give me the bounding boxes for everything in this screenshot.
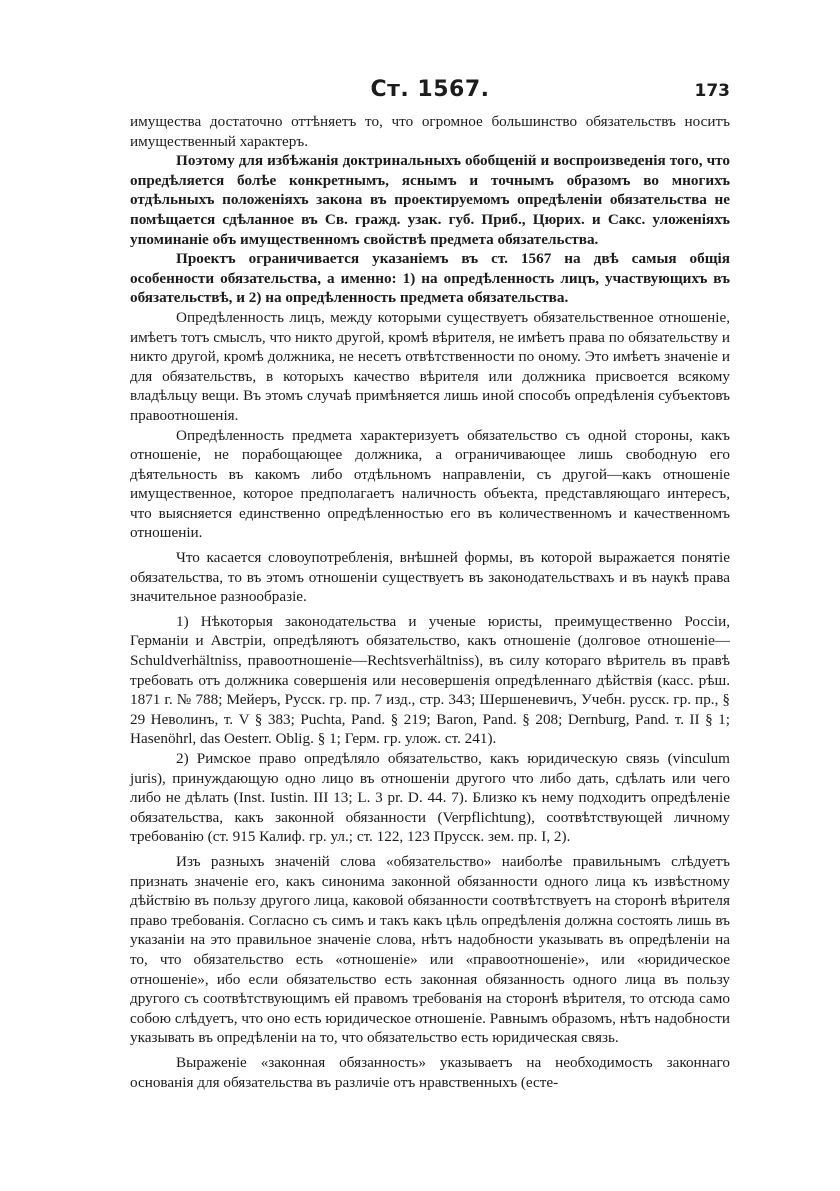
- paragraph-meanings-of-word: Изъ разныхъ значеній слова «обязательство» наиболѣе правильнымъ слѣдуетъ признать значеніе его, какъ синонима законной обязанности одного лица къ извѣстному дѣйствію въ пользу другого лица, каковой обязанности соотвѣтствуетъ на сторонѣ вѣрителя право требованія. Согласно съ симъ и такъ какъ цѣль опредѣленія должна состоять лишь въ указаніи на это правильное значеніе слова, нѣтъ надобности указывать въ опредѣленіи на то, что обязательство есть «отношеніе» или «правоотношеніе», или «юридическое отношеніе», ибо если обязательство есть законная обязанность одного лица въ пользу другого съ соотвѣтствующимъ ей правомъ требованія на сторонѣ вѣрителя, то отсюда само собою слѣдуетъ, что оно есть юридическое отношеніе. Равнымъ образомъ, нѣтъ надобности указывать въ опредѣленіи на то, что обязательство есть юридическая связь.: [130, 852, 730, 1047]
- page-number: 173: [694, 81, 730, 101]
- paragraph-doctrinal-generalizations: Поэтому для избѣжанія доктринальныхъ обобщеній и воспроизведенія того, что опредѣляется болѣе конкретнымъ, яснымъ и точнымъ образомъ во многихъ отдѣльныхъ положеніяхъ закона въ проектируемомъ опредѣленіи обязательства не помѣщается сдѣланное въ Св. гражд. узак. губ. Приб., Цюрих. и Сакс. уложеніяхъ упоминаніе объ имущественномъ свойствѣ предмета обязательства.: [130, 152, 730, 248]
- paragraph-definiteness-of-persons: Опредѣленность лицъ, между которыми существуетъ обязательственное отношеніе, имѣетъ тотъ смыслъ, что никто другой, кромѣ вѣрителя, не имѣетъ права по обязательству и никто другой, кромѣ должника, не несетъ отвѣтственности по оному. Это имѣетъ значеніе и для обязательствъ, в которыхъ качество вѣрителя или должника присвоется всякому владѣльцу вещи. Въ этомъ случаѣ примѣняется лишь иной способъ опредѣленія субъектовъ правоотношенія.: [130, 308, 730, 424]
- paragraph-definiteness-of-object: Опредѣленность предмета характеризуетъ обязательство съ одной стороны, какъ отношеніе, не порабощающее должника, а ограничивающее лишь свободную его дѣятельность въ какомъ либо отдѣльномъ направленіи, съ другой—какъ отношеніе имущественное, которое предполагаетъ наличность объекта, представляющаго интересъ, что выясняется единственно опредѣленностью его въ количественномъ и качественномъ отношеніи.: [130, 426, 730, 542]
- page-header: [130, 77, 730, 112]
- paragraph-continuation: имущества достаточно оттѣняетъ то, что огромное большинство обязательствъ носитъ имущественный характеръ.: [130, 113, 730, 150]
- paragraph-project-limits: Проектъ ограничивается указаніемъ въ ст. 1567 на двѣ самыя общія особенности обязательства, а именно: 1) на опредѣленность лицъ, участвующихъ въ обязательствѣ, и 2) на опредѣленность предмета обязательства.: [130, 250, 730, 307]
- paragraph-word-usage: Что касается словоупотребленія, внѣшней формы, въ которой выражается понятіе обязательства, то въ этомъ отношеніи существуетъ въ законодательствахъ и въ наукѣ права значительное разнообразіе.: [130, 549, 730, 606]
- paragraph-legal-duty-expression: Выраженіе «законная обязанность» указываетъ на необходимость законнаго основанія для обязательства въ различіе отъ нравственныхъ (есте-: [130, 1053, 730, 1091]
- paragraph-item-2-roman-law: 2) Римское право опредѣляло обязательство, какъ юридическую связь (vinculum juris), принуждающую одно лицо въ отношеніи другого что либо дать, сдѣлать или чего либо не дѣлать (Inst. Iustin. III 13; L. 3 pr. D. 44. 7). Близко къ нему подходитъ опредѣленіе обязательства, какъ законной обязанности (Verpflichtung), соотвѣтствующей личному требованію (ст. 915 Калиф. гр. ул.; ст. 122, 123 Прусск. зем. пр. I, 2).: [130, 750, 730, 846]
- document-page: [130, 77, 730, 1092]
- paragraph-item-1-relation: 1) Нѣкоторыя законодательства и ученые юристы, преимущественно Россіи, Германіи и Австріи, опредѣляютъ обязательство, какъ отношеніе (долговое отношеніе—Schuldverhältniss, правоотношеніе—Rechtsverhältniss), въ силу котораго вѣритель въ правѣ требовать отъ должника совершенія или несовершенія опредѣленнаго дѣйствія (касс. рѣш. 1871 г. № 788; Мейеръ, Русск. гр. пр. 7 изд., стр. 343; Шершеневичъ, Учебн. русск. гр. пр., § 29 Неволинъ, т. V § 383; Puchta, Pand. § 219; Baron, Pand. § 208; Dernburg, Pand. т. II § 1; Hasenöhrl, das Oesterr. Oblig. § 1; Герм. гр. улож. ст. 241).: [130, 612, 730, 748]
- article-title: Ст. 1567.: [370, 77, 490, 102]
